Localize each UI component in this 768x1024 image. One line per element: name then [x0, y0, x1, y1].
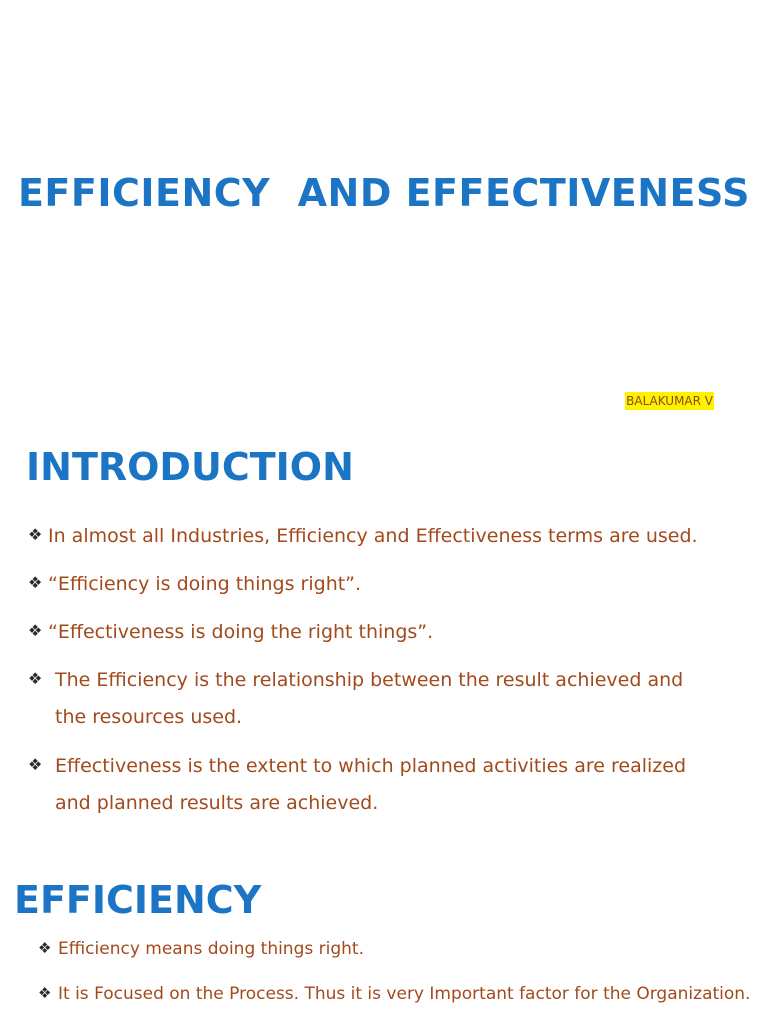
list-item	[28, 666, 718, 736]
document-title: EFFICIENCY AND EFFECTIVENESS	[17, 171, 751, 215]
diamond-bullet-icon: ❖	[28, 573, 43, 592]
diamond-bullet-icon: ❖	[38, 984, 52, 1002]
author-name: BALAKUMAR V	[626, 394, 713, 408]
bullet-text: It is Focused on the Process. Thus it is very Important factor for the Organization.	[58, 984, 751, 1004]
efficiency-heading: EFFICIENCY	[14, 878, 262, 922]
bullet-text: Effectiveness is the extent to which planned activities are realized and planned results are achieved.	[55, 755, 686, 814]
bullet-text: The Efficiency is the relationship between the result achieved and the resources used.	[55, 669, 684, 728]
diamond-bullet-icon: ❖	[28, 669, 43, 688]
list-item	[28, 570, 361, 598]
diamond-bullet-icon: ❖	[28, 621, 43, 640]
list-item	[28, 522, 698, 550]
bullet-text: In almost all Industries, Efficiency and Effectiveness terms are used.	[48, 525, 698, 547]
bullet-text: Efficiency means doing things right.	[58, 939, 364, 959]
diamond-bullet-icon: ❖	[28, 525, 43, 544]
list-item	[38, 937, 364, 961]
diamond-bullet-icon: ❖	[38, 939, 52, 957]
list-item	[28, 618, 433, 646]
introduction-heading: INTRODUCTION	[26, 445, 354, 489]
list-item	[28, 752, 718, 822]
list-item	[38, 982, 750, 1006]
diamond-bullet-icon: ❖	[28, 755, 43, 774]
bullet-text: “Efficiency is doing things right”.	[48, 573, 362, 595]
introduction-bullet-list	[28, 522, 748, 822]
efficiency-bullet-list	[38, 937, 763, 1017]
bullet-text: “Effectiveness is doing the right things”.	[48, 621, 434, 643]
